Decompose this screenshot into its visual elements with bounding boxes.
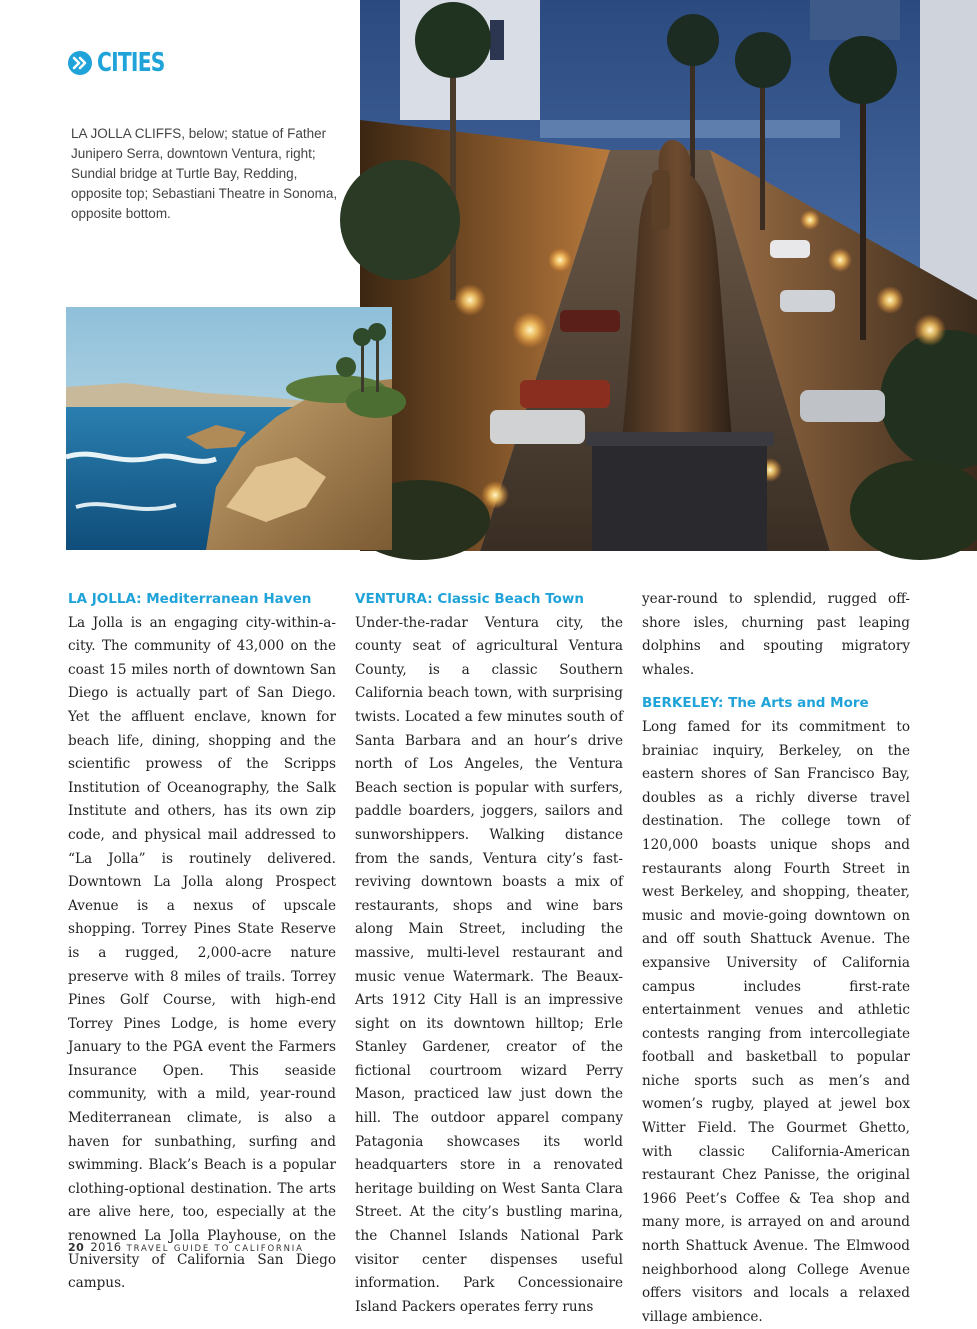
section-title: CITIES	[97, 48, 165, 78]
footer-year: 2016	[90, 1240, 122, 1254]
berkeley-body: Long famed for its commitment to brainiac inquiry, Berkeley, on the eastern shores of San Francisco Bay, doubles as a richly diverse travel destination. The college town of 120,000 boasts unique shops and restaurants along Fourth Street in west Berkeley, and shopping, theater, music and movie-going downtown on and off south Shattuck Avenue. The expansive University of California campus includes first-rate entertainment venues and athletic contests ranging from intercollegiate football and basketball to popular niche sports such as men’s and women’s rugby, played at jewel box Witter Field. The Gourmet Ghetto, with classic California-American restaurant Chez Panisse, the original 1966 Peet’s Coffee & Tea shop and many more, is arrayed on and around north Shattuck Avenue. The Elmwood neighborhood along College Avenue offers visitors and locals a relaxed village ambience.	[642, 718, 910, 1325]
publication-name: TRAVEL GUIDE TO CALIFORNIA	[126, 1244, 304, 1254]
column-la-jolla	[68, 588, 336, 1296]
ventura-heading: VENTURA: Classic Beach Town	[355, 591, 585, 607]
ventura-statue-photo	[360, 0, 977, 551]
photo-caption: LA JOLLA CLIFFS, below; statue of Father Junipero Serra, downtown Ventura, right; Sundial bridge at Turtle Bay, Redding, opposite top; Sebastiani Theatre in Sonoma, opposite bottom.	[71, 126, 338, 221]
la-jolla-heading: LA JOLLA: Mediterranean Haven	[68, 591, 312, 607]
section-tag	[68, 47, 184, 79]
berkeley-heading: BERKELEY: The Arts and More	[642, 695, 869, 712]
column-ventura	[355, 588, 623, 1319]
la-jolla-body: La Jolla is an engaging city-within-a-city. The community of 43,000 on the coast 15 miles north of downtown San Diego is actually part of San Diego. Yet the affluent enclave, known for beach life, dining, shopping and the scientific prowess of the Scripps Institution of Oceanography, the Salk Institute and others, has its own zip code, and physical mail addressed to “La Jolla” is routinely delivered. Downtown La Jolla along Prospect Avenue is a nexus of upscale shopping. Torrey Pines State Reserve is a rugged, 2,000-acre nature preserve with 8 miles of trails. Torrey Pines Golf Course, with high-end Torrey Pines Lodge, is home every January to the PGA event the Farmers Insurance Open. This seaside community, with a mild, year-round Mediterranean climate, is also a haven for sunbathing, surfing and swimming. Black’s Beach is a popular clothing-optional destination. The arts are alive here, too, especially at the renowned La Jolla Playhouse, on the University of California San Diego campus.	[68, 614, 336, 1292]
page-footer	[68, 1240, 304, 1254]
la-jolla-cliffs-photo	[66, 307, 392, 550]
column-berkeley	[642, 588, 910, 1329]
ventura-body: Under-the-radar Ventura city, the county seat of agricultural Ventura County, is a classic Southern California beach town, with surprising twists. Located a few minutes south of Santa Barbara and an hour’s drive north of Los Angeles, the Ventura Beach section is popular with surfers, paddle boarders, joggers, sailors and sunworshippers. Walking distance from the sands, Ventura city’s fast-reviving downtown boasts a mix of restaurants, shops and wine bars along Main Street, including the massive, multi-level restaurant and music venue Watermark. The Beaux-Arts 1912 City Hall is an impressive sight on its downtown hilltop; Erle Stanley Gardener, creator of the fictional courtroom wizard Perry Mason, practiced law just down the hill. The outdoor apparel company Patagonia showcases its world headquarters store in a renovated heritage building on West Santa Clara Street. At the city’s bustling marina, the Channel Islands National Park visitor center dispenses useful information. Park Concessionaire Island Packers operates ferry runs	[355, 614, 623, 1315]
double-chevron-icon	[68, 51, 92, 75]
page-number: 20	[68, 1241, 85, 1254]
ventura-body-continued: year-round to splendid, rugged off-shore isles, churning past leaping dolphins and spouting migratory whales.	[642, 591, 910, 678]
